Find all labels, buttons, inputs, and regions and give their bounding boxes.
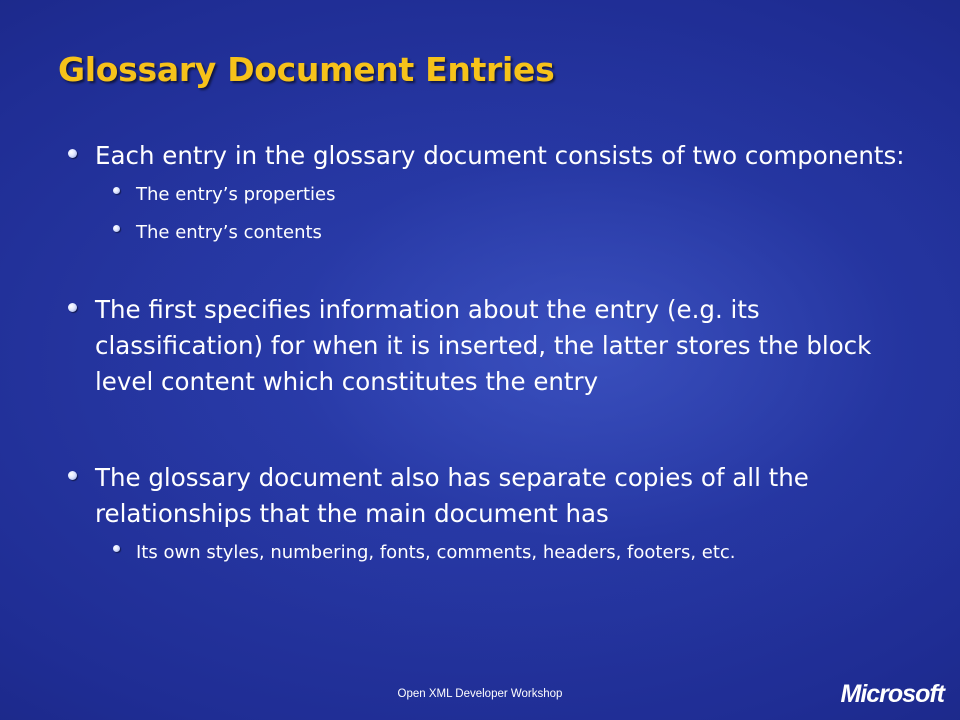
bullet-text: The first specifies information about the entry (e.g. its classification) for when it is inserted, the latter stores the block level content which constitutes the entry	[95, 295, 872, 396]
bullet-text: Each entry in the glossary document consists of two components:	[95, 141, 905, 170]
bullet-text: The glossary document also has separate copies of all the relationships that the main document has	[95, 463, 809, 528]
sub-bullet-text: The entry’s contents	[136, 222, 322, 243]
microsoft-logo: Microsoft	[840, 680, 944, 708]
footer-text: Open XML Developer Workshop	[397, 688, 563, 700]
round-bullet-icon	[68, 149, 77, 158]
sub-bullet-text: Its own styles, numbering, fonts, comments, headers, footers, etc.	[136, 542, 736, 563]
round-bullet-icon	[113, 225, 120, 232]
round-bullet-icon	[68, 303, 77, 312]
round-bullet-icon	[113, 187, 120, 194]
slide-body	[62, 138, 922, 566]
bullet-item	[62, 138, 922, 174]
sub-bullet-item	[62, 220, 922, 246]
sub-bullet-text: The entry’s properties	[136, 184, 336, 205]
slide-title: Glossary Document Entries	[58, 50, 555, 89]
round-bullet-icon	[68, 471, 77, 480]
bullet-item	[62, 292, 922, 400]
bullet-item	[62, 460, 922, 532]
sub-bullet-item	[62, 182, 922, 208]
round-bullet-icon	[113, 545, 120, 552]
sub-bullet-item	[62, 540, 922, 566]
